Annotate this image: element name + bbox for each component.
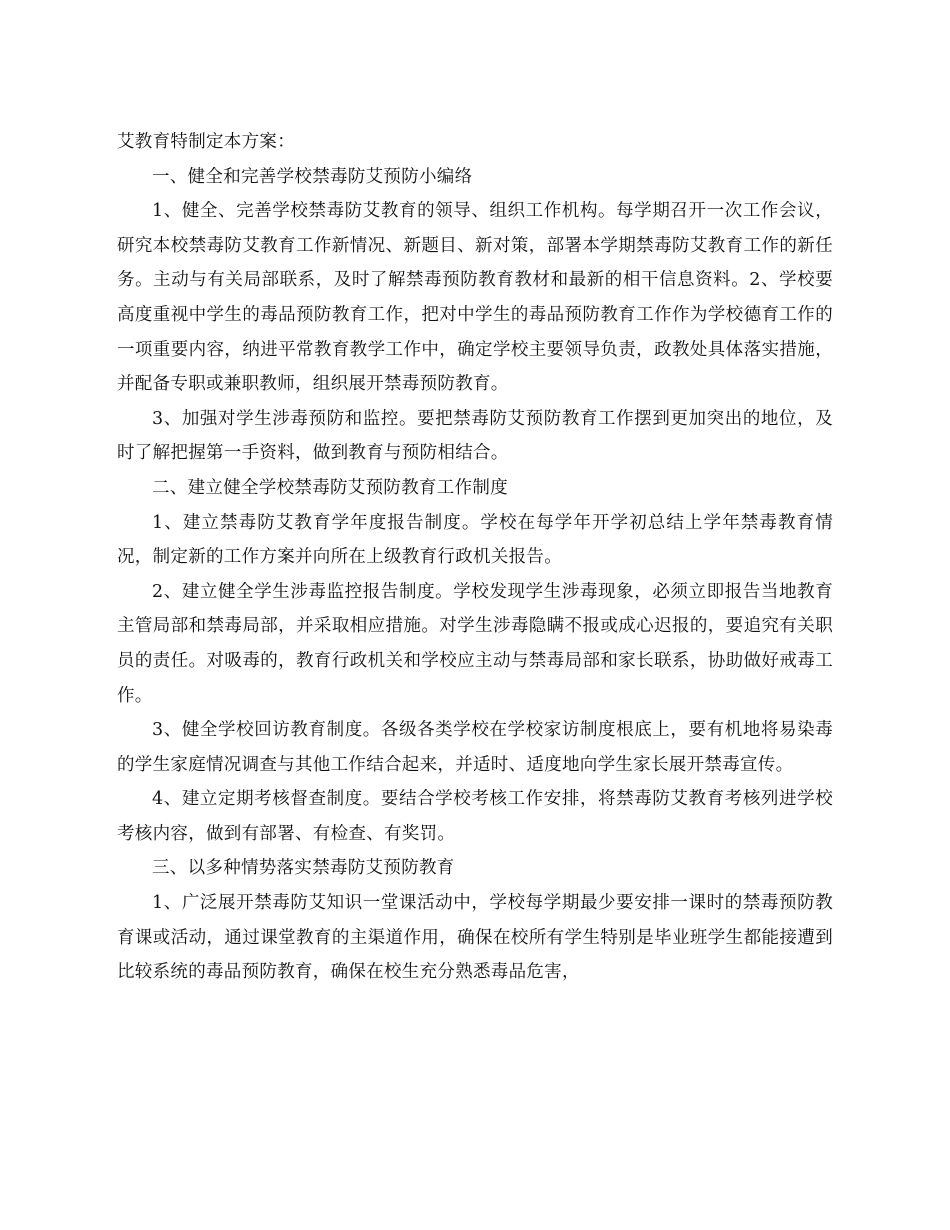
heading-section-2: 二、建立健全学校禁毒防艾预防教育工作制度 [152,477,508,498]
heading-section-1: 一、健全和完善学校禁毒防艾预防小编络 [152,166,473,187]
paragraph-3-1: 1、广泛展开禁毒防艾知识一堂课活动中，学校每学期最少要安排一课时的禁毒预防教育课或活动，通过课堂教育的主渠道作用，确保在校所有学生特别是毕业班学生都能接遭到比较系统的毒品预防教育，确保在校生充分熟悉毒品危害， [117,893,833,983]
paragraph-2-3: 3、健全学校回访教育制度。各级各类学校在学校家访制度根底上，要有机地将易染毒的学生家庭情况调查与其他工作结合起来，并适时、适度地向学生家长展开禁毒宣传。 [117,720,833,775]
paragraph-2-4: 4、建立定期考核督查制度。要结合学校考核工作安排，将禁毒防艾教育考核列进学校考核内容，做到有部署、有检查、有奖罚。 [117,789,833,844]
paragraph-2-1: 1、建立禁毒防艾教育学年度报告制度。学校在每学年开学初总结上学年禁毒教育情况，制定新的工作方案并向所在上级教育行政机关报告。 [117,512,833,568]
paragraph-1-3: 3、加强对学生涉毒预防和监控。要把禁毒防艾预防教育工作摆到更加突出的地位，及时了解把握第一手资料，做到教育与预防相结合。 [117,408,833,464]
document-body [117,125,833,990]
heading-section-3: 三、以多种情势落实禁毒防艾预防教育 [152,858,455,879]
paragraph-intro: 艾教育特制定本方案： [117,132,295,152]
paragraph-1-1: 1、健全、完善学校禁毒防艾教育的领导、组织工作机构。每学期召开一次工作会议，研究本校禁毒防艾教育工作新情况、新题目、新对策，部署本学期禁毒防艾教育工作的新任务。主动与有关局部联系，及时了解禁毒预防教育教材和最新的相干信息资料。2、学校要高度重视中学生的毒品预防教育工作，把对中学生的毒品预防教育工作作为学校德育工作的一项重要内容，纳进平常教育教学工作中，确定学校主要领导负责，政教处具体落实措施，并配备专职或兼职教师，组织展开禁毒预防教育。 [117,201,833,395]
paragraph-2-2: 2、建立健全学生涉毒监控报告制度。学校发现学生涉毒现象，必须立即报告当地教育主管局部和禁毒局部，并采取相应措施。对学生涉毒隐瞒不报或成心迟报的，要追究有关职员的责任。对吸毒的，教育行政机关和学校应主动与禁毒局部和家长联系，协助做好戒毒工作。 [117,581,833,706]
